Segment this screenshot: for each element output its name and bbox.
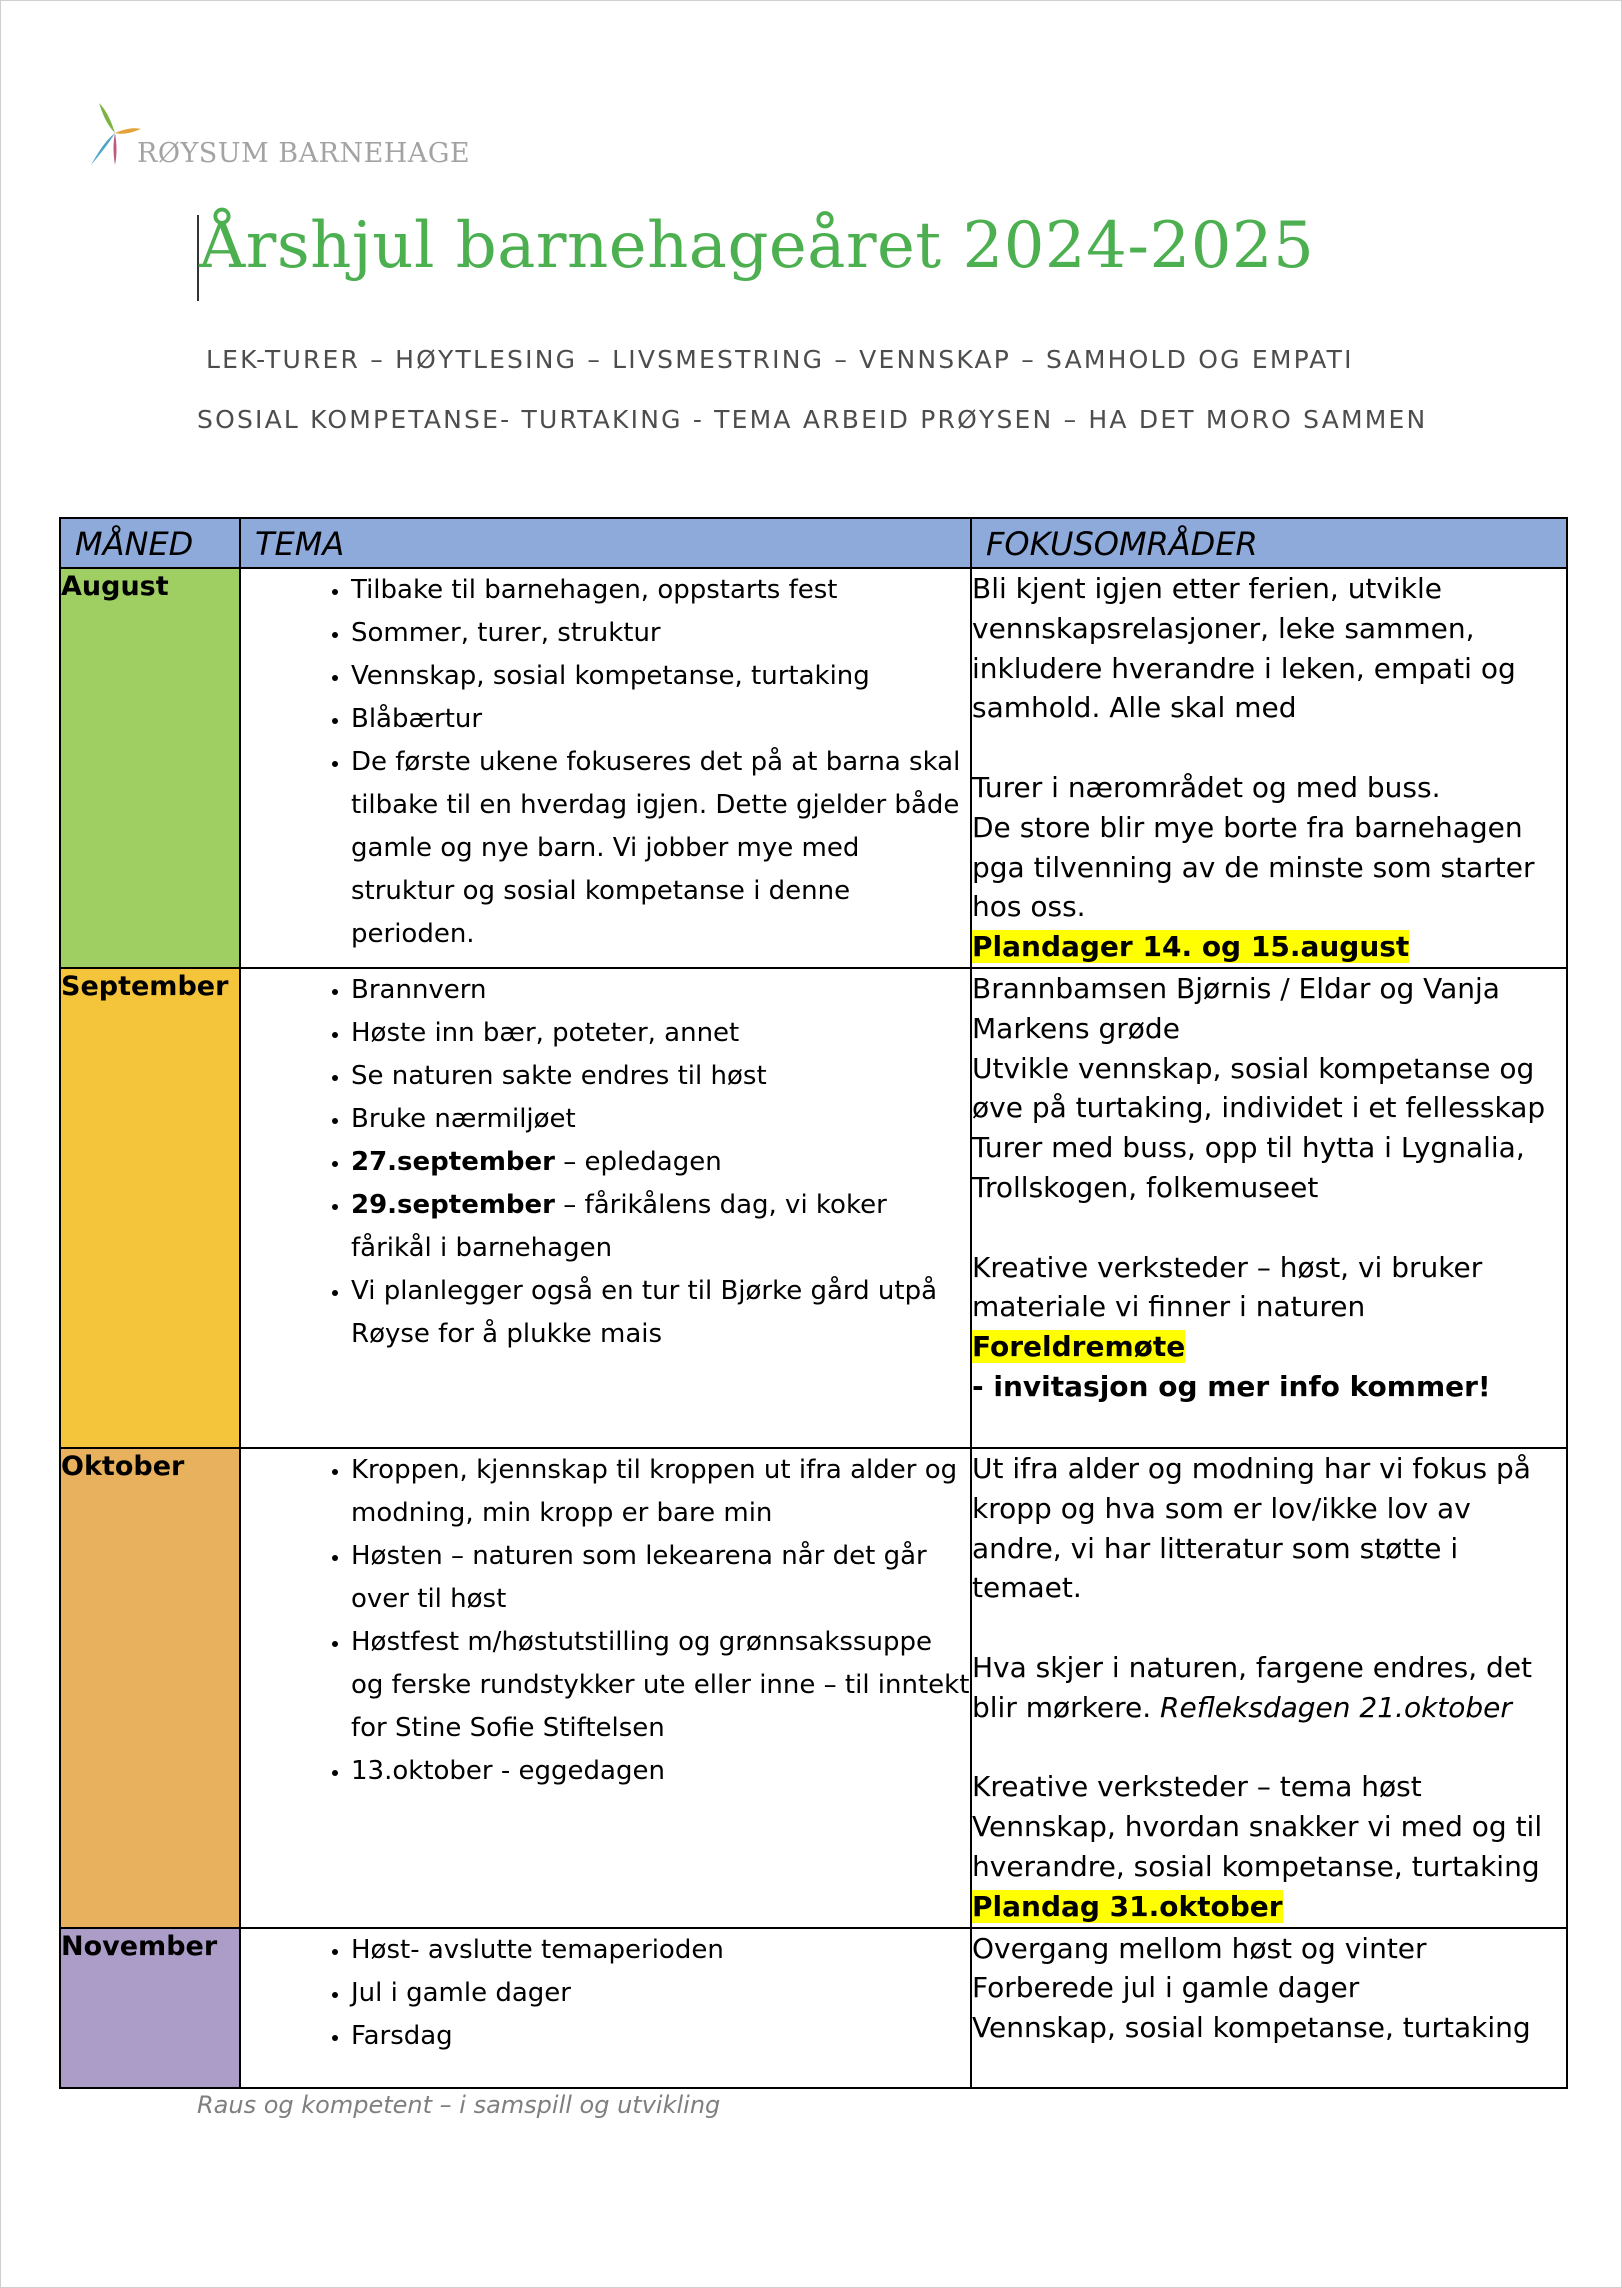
text-run: Farsdag xyxy=(351,2020,453,2051)
tema-cell xyxy=(240,1448,971,1928)
text-run: Blåbærtur xyxy=(351,704,483,734)
header-month: MÅNED xyxy=(60,518,240,568)
text-run: Vennskap, sosial kompetanse, turtaking xyxy=(351,661,870,691)
text-run: - invitasjon og mer info kommer! xyxy=(972,1369,1491,1403)
text-run: De første ukene fokuseres det på at barna skal tilbake til en hverdag igjen. Dette gjelder både gamle og nye barn. Vi jobber mye med struktur og sosial kompetanse i denne perioden. xyxy=(351,747,961,949)
list-item xyxy=(351,1929,970,1972)
list-item xyxy=(351,1184,970,1270)
fokus-line xyxy=(972,1327,1566,1367)
fokus-line xyxy=(972,1929,1566,1969)
list-item xyxy=(351,2015,970,2058)
table-row xyxy=(60,968,1567,1448)
fokus-line xyxy=(972,2008,1566,2048)
tema-list xyxy=(241,969,970,1356)
table-row xyxy=(60,1448,1567,1928)
blank-line xyxy=(972,1208,1566,1248)
text-run: Refleksdagen 21.oktober xyxy=(1160,1690,1512,1724)
fokus-cell xyxy=(971,1928,1567,2088)
list-item xyxy=(351,1621,970,1750)
footer-slogan: Raus og kompetent – i samspill og utvikling xyxy=(197,2091,721,2119)
fokus-cell xyxy=(971,968,1567,1448)
blank-line xyxy=(972,1608,1566,1648)
fokus-line xyxy=(972,927,1566,967)
tema-list xyxy=(241,569,970,956)
tema-cell xyxy=(240,568,971,968)
fokus-line xyxy=(972,1807,1566,1887)
text-run: Kreative verksteder – høst, vi bruker materiale vi finner i naturen xyxy=(972,1250,1483,1324)
fokus-line xyxy=(972,1767,1566,1807)
list-item xyxy=(351,569,970,612)
text-run: De store blir mye borte fra barnehagen pga tilvenning av de minste som starter hos oss. xyxy=(972,810,1535,924)
list-item xyxy=(351,612,970,655)
fokus-line xyxy=(972,569,1566,728)
page-title: Årshjul barnehageåret 2024-2025 xyxy=(199,209,1315,283)
month-cell: September xyxy=(60,968,240,1448)
blank-line xyxy=(972,728,1566,768)
text-run: Jul i gamle dager xyxy=(351,1977,571,2008)
text-run: Vennskap, hvordan snakker vi med og til hverandre, sosial kompetanse, turtaking xyxy=(972,1810,1543,1883)
text-run: Bli kjent igjen etter ferien, utvikle vennskapsrelasjoner, leke sammen, inkludere hverandre i leken, empati og samhold. Alle skal med xyxy=(972,572,1516,725)
year-plan-table xyxy=(59,517,1568,2089)
text-run: Se naturen sakte endres til høst xyxy=(351,1060,767,1091)
text-run: Brannbamsen Bjørnis / Eldar og Vanja xyxy=(972,971,1500,1005)
list-item xyxy=(351,1141,970,1184)
list-item xyxy=(351,1535,970,1621)
logo xyxy=(85,97,470,169)
text-run: Turer i nærområdet og med buss. xyxy=(972,770,1441,804)
fokus-line xyxy=(972,1049,1566,1129)
tema-cell xyxy=(240,968,971,1448)
text-run: Høst- avslutte temaperioden xyxy=(351,1934,724,1965)
list-item xyxy=(351,655,970,698)
table-row xyxy=(60,1928,1567,2088)
text-run: Høstfest m/høstutstilling og grønnsakssuppe og ferske rundstykker ute eller inne – til inntekt for Stine Sofie Stiftelsen xyxy=(351,1626,970,1743)
blank-line xyxy=(972,1728,1566,1768)
fokus-line xyxy=(972,1887,1566,1927)
list-item xyxy=(351,1270,970,1356)
tema-cell xyxy=(240,1928,971,2088)
text-run: Turer med buss, opp til hytta i Lygnalia, Trollskogen, folkemuseet xyxy=(972,1131,1525,1204)
month-cell: Oktober xyxy=(60,1448,240,1928)
list-item xyxy=(351,1012,970,1055)
text-run: Foreldremøte xyxy=(972,1330,1186,1364)
fokus-line xyxy=(972,808,1566,927)
header-tema: TEMA xyxy=(240,518,971,568)
table-row xyxy=(60,568,1567,968)
fokus-line xyxy=(972,1248,1566,1328)
list-item xyxy=(351,1055,970,1098)
text-run: Plandager 14. og 15.august xyxy=(972,930,1410,964)
text-run: Hva skjer i naturen, fargene endres, det blir mørkere. xyxy=(972,1650,1533,1724)
text-run: Vennskap, sosial kompetanse, turtaking xyxy=(972,2011,1531,2045)
subtitle-line-2: SOSIAL KOMPETANSE- TURTAKING - TEMA ARBEID PRØYSEN – HA DET MORO SAMMEN xyxy=(197,405,1428,434)
list-item xyxy=(351,1449,970,1535)
tema-list xyxy=(241,1929,970,2058)
text-run: – fårikålens dag, vi koker fårikål i barnehagen xyxy=(351,1189,887,1263)
fokus-cell xyxy=(971,1448,1567,1928)
fokus-line xyxy=(972,1449,1566,1608)
text-run: 29.september xyxy=(351,1189,556,1220)
text-run: Plandag 31.oktober xyxy=(972,1889,1283,1923)
list-item xyxy=(351,1972,970,2015)
fokus-line xyxy=(972,1009,1566,1049)
fokus-line xyxy=(972,768,1566,808)
text-run: Utvikle vennskap, sosial kompetanse og øve på turtaking, individet i et fellesskap xyxy=(972,1051,1546,1125)
list-item xyxy=(351,698,970,741)
list-item xyxy=(351,1098,970,1141)
text-run: Høste inn bær, poteter, annet xyxy=(351,1017,740,1048)
text-run: 27.september xyxy=(351,1146,556,1177)
month-cell: August xyxy=(60,568,240,968)
fokus-line xyxy=(972,969,1566,1009)
text-run: Kreative verksteder – tema høst xyxy=(972,1770,1422,1804)
text-run: Overgang mellom høst og vinter xyxy=(972,1931,1427,1965)
text-run: Bruke nærmiljøet xyxy=(351,1103,576,1134)
text-run: Sommer, turer, struktur xyxy=(351,618,661,648)
fokus-cell xyxy=(971,568,1567,968)
text-run: 13.oktober - eggedagen xyxy=(351,1755,665,1786)
logo-text: RØYSUM BARNEHAGE xyxy=(137,138,471,169)
text-run: Tilbake til barnehagen, oppstarts fest xyxy=(351,575,838,605)
table-header-row xyxy=(60,518,1567,568)
fokus-line xyxy=(972,1648,1566,1728)
flower-logo-icon xyxy=(85,99,141,169)
text-run: Kroppen, kjennskap til kroppen ut ifra alder og modning, min kropp er bare min xyxy=(351,1454,958,1528)
subtitle-line-1: LEK-TURER – HØYTLESING – LIVSMESTRING – VENNSKAP – SAMHOLD OG EMPATI xyxy=(206,345,1354,374)
fokus-line xyxy=(972,1968,1566,2008)
list-item xyxy=(351,741,970,956)
text-run: Markens grøde xyxy=(972,1011,1180,1045)
text-run: Brannvern xyxy=(351,974,487,1005)
fokus-line xyxy=(972,1367,1566,1407)
fokus-line xyxy=(972,1128,1566,1208)
text-run: Ut ifra alder og modning har vi fokus på kropp og hva som er lov/ikke lov av andre, vi har litteratur som støtte i temaet. xyxy=(972,1451,1531,1605)
text-run: Vi planlegger også en tur til Bjørke gård utpå Røyse for å plukke mais xyxy=(351,1275,938,1349)
tema-list xyxy=(241,1449,970,1793)
list-item xyxy=(351,1750,970,1793)
header-fokus: FOKUSOMRÅDER xyxy=(971,518,1567,568)
list-item xyxy=(351,969,970,1012)
text-run: Forberede jul i gamle dager xyxy=(972,1971,1360,2005)
month-cell: November xyxy=(60,1928,240,2088)
text-run: Høsten – naturen som lekearena når det går over til høst xyxy=(351,1540,927,1614)
text-run: – epledagen xyxy=(555,1146,722,1177)
